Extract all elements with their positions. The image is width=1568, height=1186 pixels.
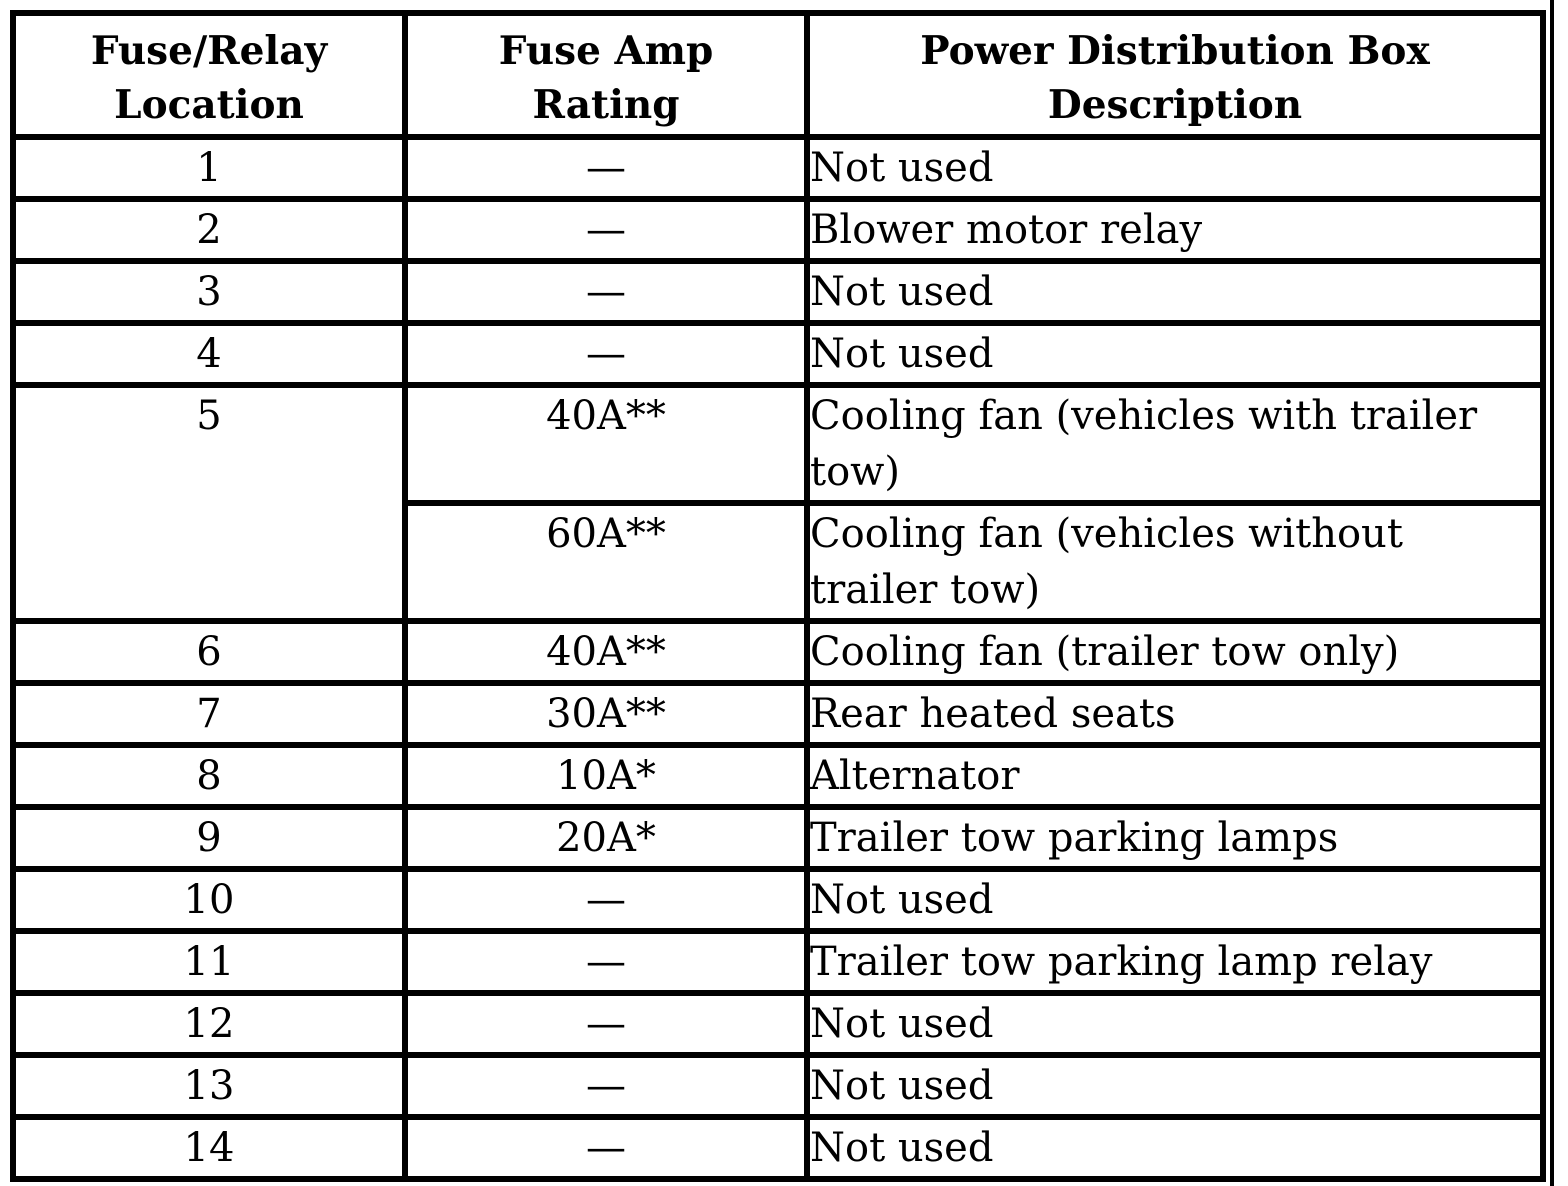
amp-cell: 60A** <box>405 503 807 621</box>
location-cell: 14 <box>13 1117 405 1179</box>
amp-cell: — <box>405 199 807 261</box>
description-cell: Not used <box>807 1055 1543 1117</box>
description-cell: Blower motor relay <box>807 199 1543 261</box>
table-row <box>13 323 1543 385</box>
table-row <box>13 199 1543 261</box>
table-row <box>13 621 1543 683</box>
description-cell: Not used <box>807 137 1543 199</box>
table-row <box>13 683 1543 745</box>
amp-cell: 40A** <box>405 385 807 503</box>
header-description-line-1: Power Distribution Box <box>920 28 1430 74</box>
location-cell: 5 <box>13 385 405 621</box>
description-cell: Cooling fan (trailer tow only) <box>807 621 1543 683</box>
amp-cell: — <box>405 1117 807 1179</box>
table-row <box>13 869 1543 931</box>
header-amp-line-2: Rating <box>532 82 680 128</box>
table-row <box>13 385 1543 503</box>
location-cell: 9 <box>13 807 405 869</box>
amp-cell: — <box>405 137 807 199</box>
amp-cell: — <box>405 869 807 931</box>
table-row <box>13 137 1543 199</box>
amp-cell: 30A** <box>405 683 807 745</box>
table-row <box>13 1055 1543 1117</box>
description-cell: Cooling fan (vehicles without trailer tow) <box>807 503 1543 621</box>
table-row <box>13 807 1543 869</box>
table-row <box>13 931 1543 993</box>
description-cell: Not used <box>807 261 1543 323</box>
fuse-relay-table <box>10 10 1546 1182</box>
header-description <box>807 13 1543 137</box>
description-cell: Alternator <box>807 745 1543 807</box>
location-cell: 12 <box>13 993 405 1055</box>
description-cell: Not used <box>807 993 1543 1055</box>
table-row <box>13 1117 1543 1179</box>
right-edge-rule <box>1550 0 1554 1186</box>
location-cell: 10 <box>13 869 405 931</box>
header-row <box>13 13 1543 137</box>
location-cell: 3 <box>13 261 405 323</box>
location-cell: 2 <box>13 199 405 261</box>
description-cell: Not used <box>807 1117 1543 1179</box>
description-cell: Rear heated seats <box>807 683 1543 745</box>
location-cell: 7 <box>13 683 405 745</box>
header-amp-line-1: Fuse Amp <box>498 28 714 74</box>
location-cell: 1 <box>13 137 405 199</box>
description-cell: Trailer tow parking lamp relay <box>807 931 1543 993</box>
description-cell: Cooling fan (vehicles with trailer tow) <box>807 385 1543 503</box>
table-row <box>13 745 1543 807</box>
table-row <box>13 993 1543 1055</box>
amp-cell: — <box>405 931 807 993</box>
header-location-line-2: Location <box>114 82 304 128</box>
location-cell: 11 <box>13 931 405 993</box>
location-cell: 8 <box>13 745 405 807</box>
header-amp-rating <box>405 13 807 137</box>
header-location-line-1: Fuse/Relay <box>90 28 328 74</box>
amp-cell: — <box>405 1055 807 1117</box>
description-cell: Trailer tow parking lamps <box>807 807 1543 869</box>
amp-cell: — <box>405 993 807 1055</box>
amp-cell: 10A* <box>405 745 807 807</box>
table-header <box>13 13 1543 137</box>
amp-cell: 40A** <box>405 621 807 683</box>
amp-cell: — <box>405 261 807 323</box>
table-row <box>13 261 1543 323</box>
location-cell: 6 <box>13 621 405 683</box>
description-cell: Not used <box>807 869 1543 931</box>
header-description-line-2: Description <box>1047 82 1303 128</box>
amp-cell: — <box>405 323 807 385</box>
location-cell: 13 <box>13 1055 405 1117</box>
location-cell: 4 <box>13 323 405 385</box>
description-cell: Not used <box>807 323 1543 385</box>
amp-cell: 20A* <box>405 807 807 869</box>
header-location <box>13 13 405 137</box>
table-body <box>13 137 1543 1179</box>
